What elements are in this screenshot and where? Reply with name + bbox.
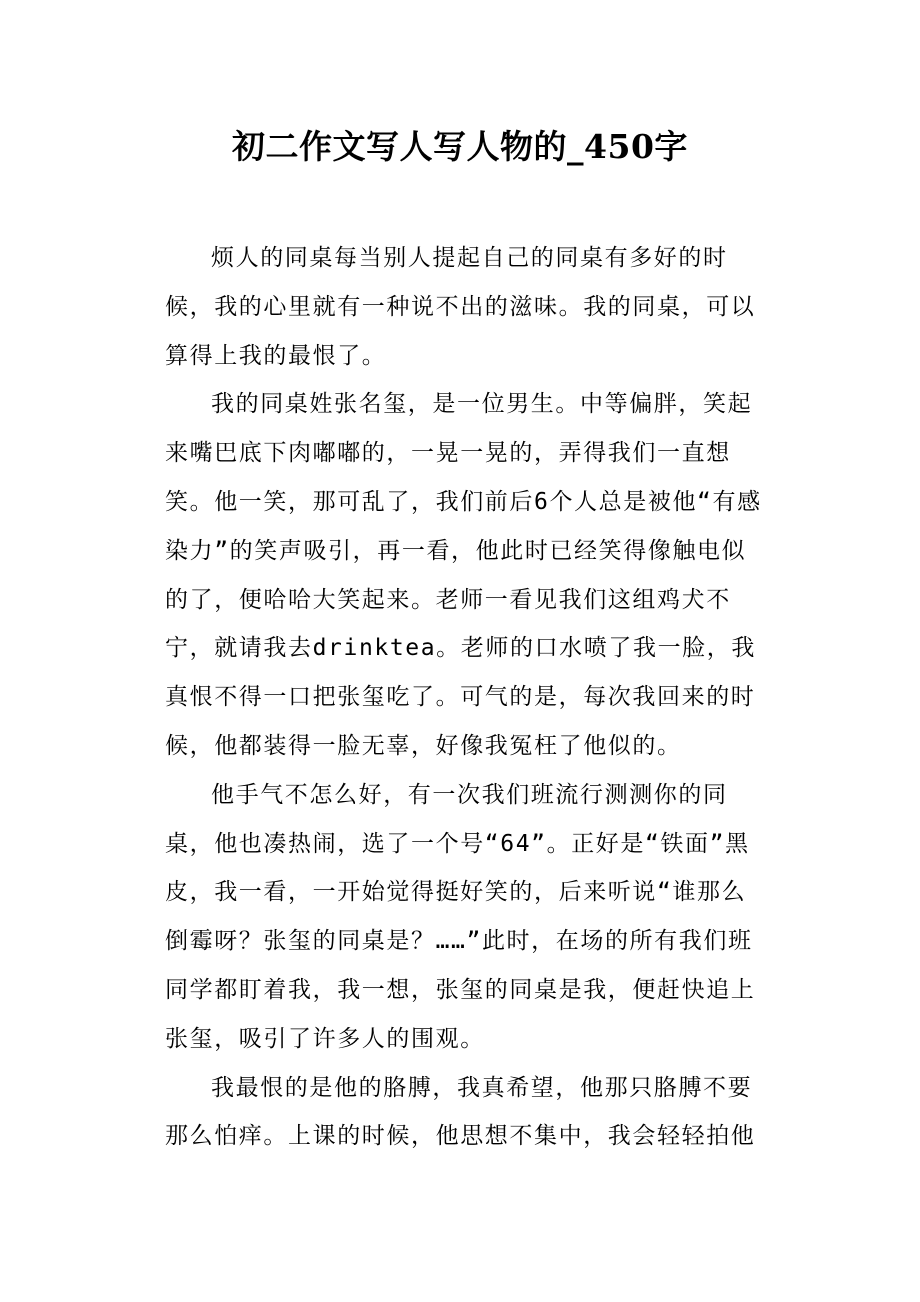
- paragraph-2: 我的同桌姓张名玺，是一位男生。中等偏胖，笑起来嘴巴底下肉嘟嘟的，一晃一晃的，弄得我们一直想笑。他一笑，那可乱了，我们前后6个人总是被他“有感染力”的笑声吸引，再一看，他此时已经笑得像触电似的了，便哈哈大笑起来。老师一看见我们这组鸡犬不宁，就请我去drinktea。老师的口水喷了我一脸，我真恨不得一口把张玺吃了。可气的是，每次我回来的时候，他都装得一脸无辜，好像我冤枉了他似的。: [165, 391, 762, 759]
- paragraph-1: 烦人的同桌每当别人提起自己的同桌有多好的时候，我的心里就有一种说不出的滋味。我的同桌，可以算得上我的最恨了。: [165, 245, 756, 369]
- document-body: [165, 234, 770, 1161]
- paragraph-4: 我最恨的是他的胳膊，我真希望，他那只胳膊不要那么怕痒。上课的时候，他思想不集中，我会轻轻拍他: [165, 1074, 756, 1150]
- paragraph-3: 他手气不怎么好，有一次我们班流行测测你的同桌，他也凑热闹，选了一个号“64”。正好是“铁面”黑皮，我一看，一开始觉得挺好笑的，后来听说“谁那么倒霉呀？张玺的同桌是？……”此时，在场的所有我们班同学都盯着我，我一想，张玺的同桌是我，便赶快追上张玺，吸引了许多人的围观。: [165, 781, 756, 1052]
- document-title: 初二作文写人写人物的_450字: [232, 127, 688, 166]
